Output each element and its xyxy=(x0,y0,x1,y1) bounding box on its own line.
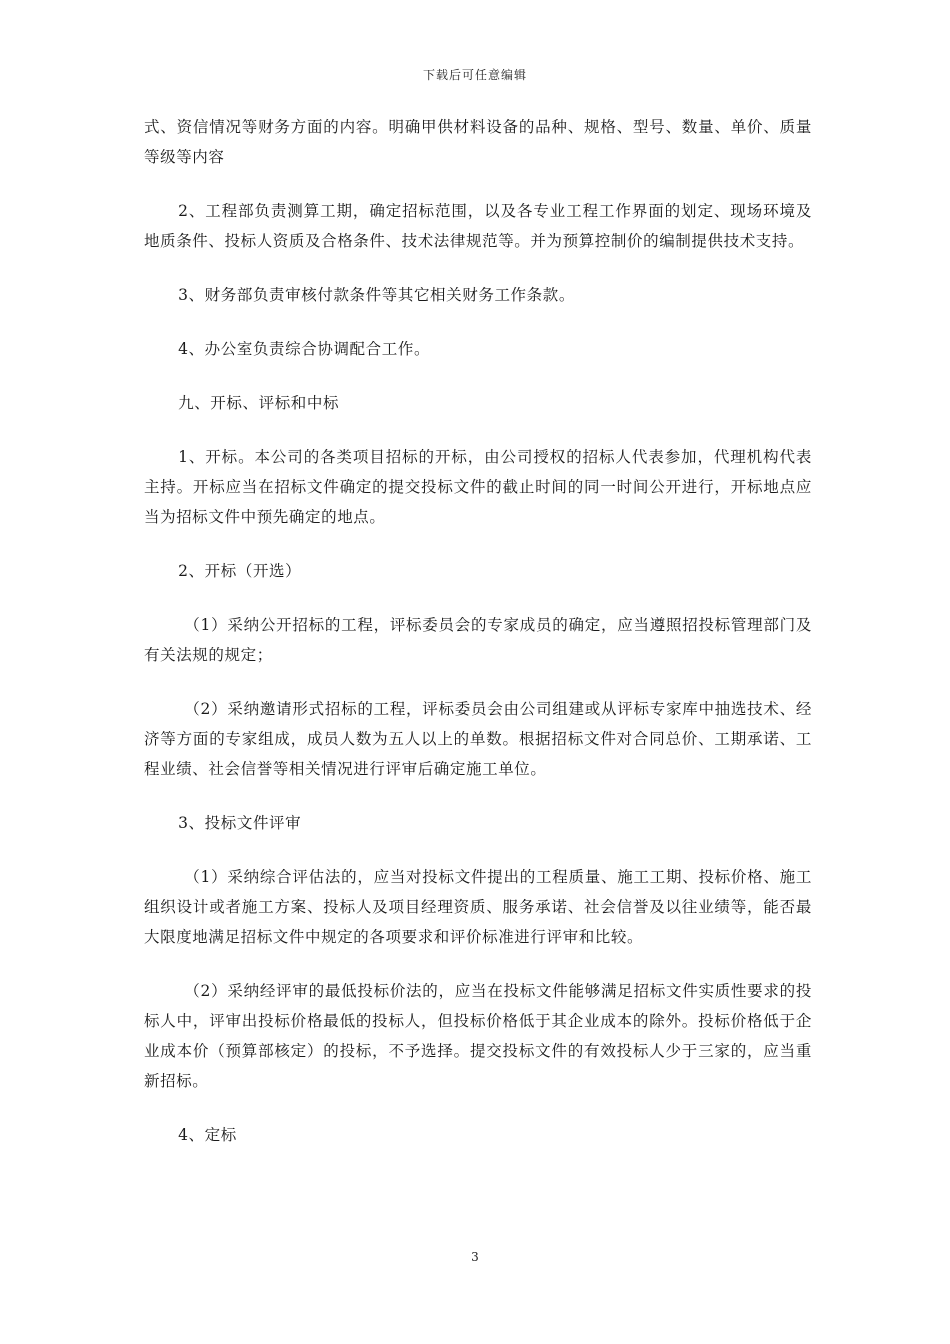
paragraph-7: 2、开标（开选） xyxy=(178,562,302,580)
paragraph-10: 3、投标文件评审 xyxy=(178,814,302,832)
document-body xyxy=(144,112,812,1174)
paragraph-9: （2）采纳邀请形式招标的工程，评标委员会由公司组建或从评标专家库中抽选技术、经济等方面的专家组成，成员人数为五人以上的单数。根据招标文件对合同总价、工期承诺、工程业绩、社会信誉等相关情况进行评审后确定施工单位。 xyxy=(144,700,812,778)
paragraph-12: （2）采纳经评审的最低投标价法的，应当在投标文件能够满足招标文件实质性要求的投标人中，评审出投标价格最低的投标人，但投标价格低于其企业成本的除外。投标价格低于企业成本价（预算部核定）的投标，不予选择。提交投标文件的有效投标人少于三家的，应当重新招标。 xyxy=(144,982,812,1090)
page-number: 3 xyxy=(471,1250,479,1264)
section-heading: 九、开标、评标和中标 xyxy=(178,394,340,412)
paragraph-11: （1）采纳综合评估法的，应当对投标文件提出的工程质量、施工工期、投标价格、施工组织设计或者施工方案、投标人及项目经理资质、服务承诺、社会信誉及以往业绩等，能否最大限度地满足招标文件中规定的各项要求和评价标准进行评审和比较。 xyxy=(144,868,812,946)
paragraph-3: 3、财务部负责审核付款条件等其它相关财务工作条款。 xyxy=(178,286,575,304)
paragraph-2: 2、工程部负责测算工期，确定招标范围，以及各专业工程工作界面的划定、现场环境及地质条件、投标人资质及合格条件、技术法律规范等。并为预算控制价的编制提供技术支持。 xyxy=(144,202,812,250)
page-header: 下载后可任意编辑 xyxy=(422,68,527,82)
paragraph-13: 4、定标 xyxy=(178,1126,237,1144)
paragraph-4: 4、办公室负责综合协调配合工作。 xyxy=(178,340,431,358)
paragraph-1: 式、资信情况等财务方面的内容。明确甲供材料设备的品种、规格、型号、数量、单价、质量等级等内容 xyxy=(144,118,812,166)
paragraph-6: 1、开标。本公司的各类项目招标的开标，由公司授权的招标人代表参加，代理机构代表主持。开标应当在招标文件确定的提交投标文件的截止时间的同一时间公开进行，开标地点应当为招标文件中预先确定的地点。 xyxy=(144,448,812,526)
paragraph-8: （1）采纳公开招标的工程，评标委员会的专家成员的确定，应当遵照招投标管理部门及有关法规的规定； xyxy=(144,616,812,664)
